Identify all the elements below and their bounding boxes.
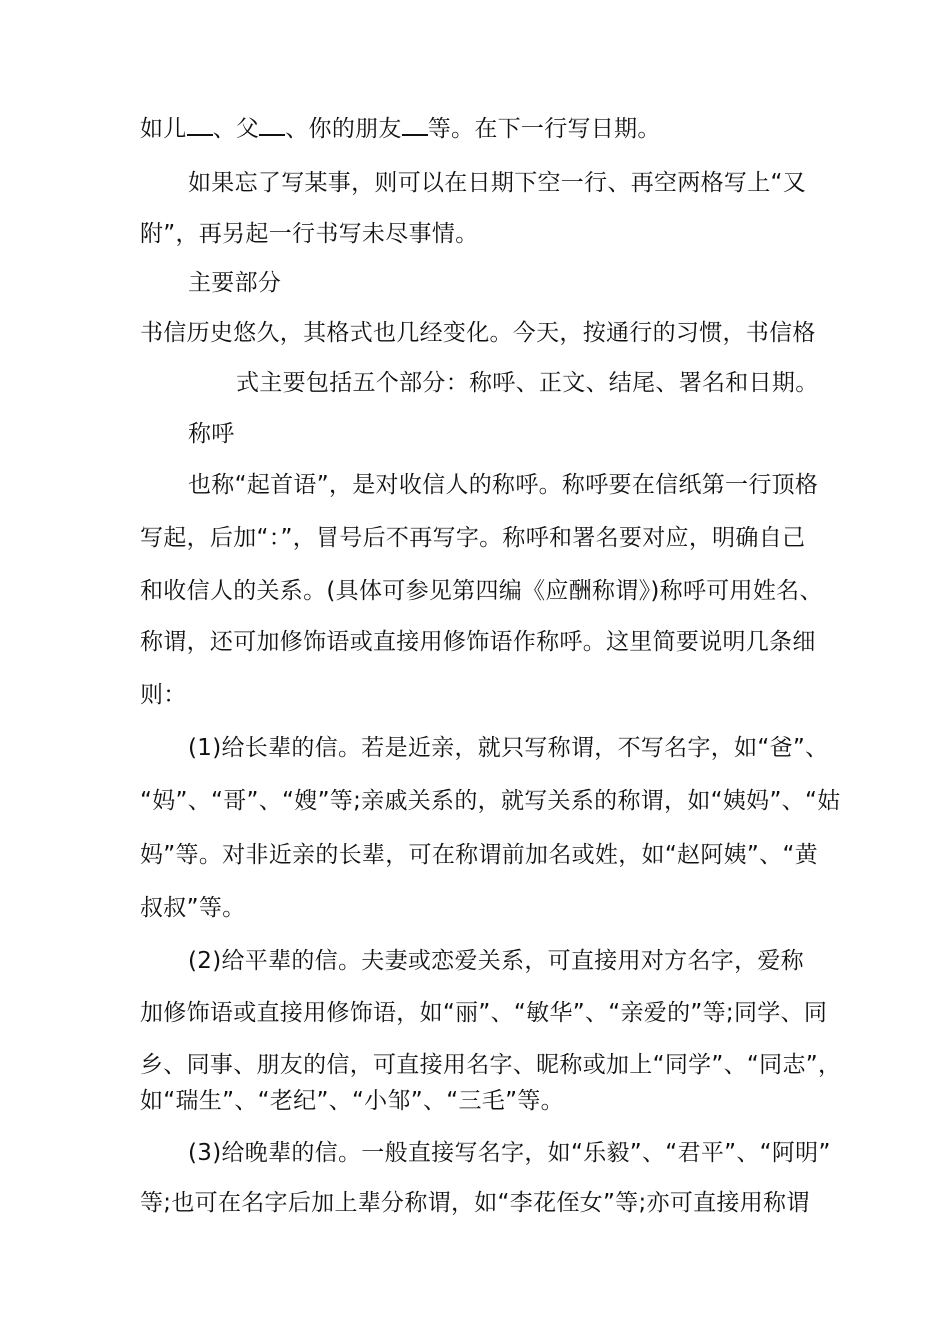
fill-blank [187,114,213,136]
rule2-line-3: 乡、同事、朋友的信，可直接用名字、昵称或加上“同学”、“同志”， [140,1052,842,1078]
rule2-line-4: 如“瑞生”、“老纪”、“小邹”、“三毛”等。 [140,1088,564,1114]
salutation-line-5: 则： [140,682,187,708]
postscript-line-2: 附”，再另起一行书写未尽事情。 [140,221,479,247]
salutation-line-4: 称谓，还可加修饰语或直接用修饰语作称呼。这里简要说明几条细 [140,629,816,655]
intro-text-1: 如儿 [140,116,187,142]
heading-salutation: 称呼 [188,421,235,447]
rule1-line-2: “妈”、“哥”、“嫂”等;亲戚关系的，就写关系的称谓，如“姨妈”、“姑 [140,788,841,814]
intro-text-2: 、父 [212,116,260,142]
fill-blank [402,114,428,136]
rule3-line-1: (3)给晚辈的信。一般直接写名字，如“乐毅”、“君平”、“阿明” [188,1140,831,1166]
rule1-line-1: (1)给长辈的信。若是近亲，就只写称谓，不写名字，如“爸”、 [188,735,829,761]
rule1-line-4: 叔叔”等。 [140,895,246,921]
fill-blank [259,114,285,136]
rule3-line-2: 等;也可在名字后加上辈分称谓，如“李花侄女”等;亦可直接用称谓 [140,1190,810,1216]
intro-text-4: 等。在下一行写日期。 [427,116,661,142]
history-line-2: 式主要包括五个部分：称呼、正文、结尾、署名和日期。 [236,370,819,396]
postscript-line-1: 如果忘了写某事，则可以在日期下空一行、再空两格写上“又 [188,170,807,196]
rule2-line-1: (2)给平辈的信。夫妻或恋爱关系，可直接用对方名字，爱称 [188,948,804,974]
salutation-line-3: 和收信人的关系。(具体可参见第四编《应酬称谓》)称呼可用姓名、 [140,578,823,604]
history-line-1: 书信历史悠久，其格式也几经变化。今天，按通行的习惯，书信格 [140,320,816,346]
salutation-line-2: 写起，后加“：”，冒号后不再写字。称呼和署名要对应，明确自己 [140,525,806,551]
heading-main-parts: 主要部分 [188,270,282,296]
rule2-line-2: 加修饰语或直接用修饰语，如“丽”、“敏华”、“亲爱的”等;同学、同 [140,1000,828,1026]
rule1-line-3: 妈”等。对非近亲的长辈，可在称谓前加名或姓，如“赵阿姨”、“黄 [140,842,818,868]
intro-line [140,114,661,144]
intro-text-3: 、你的朋友 [285,116,402,142]
salutation-line-1: 也称“起首语”，是对收信人的称呼。称呼要在信纸第一行顶格 [188,472,819,498]
